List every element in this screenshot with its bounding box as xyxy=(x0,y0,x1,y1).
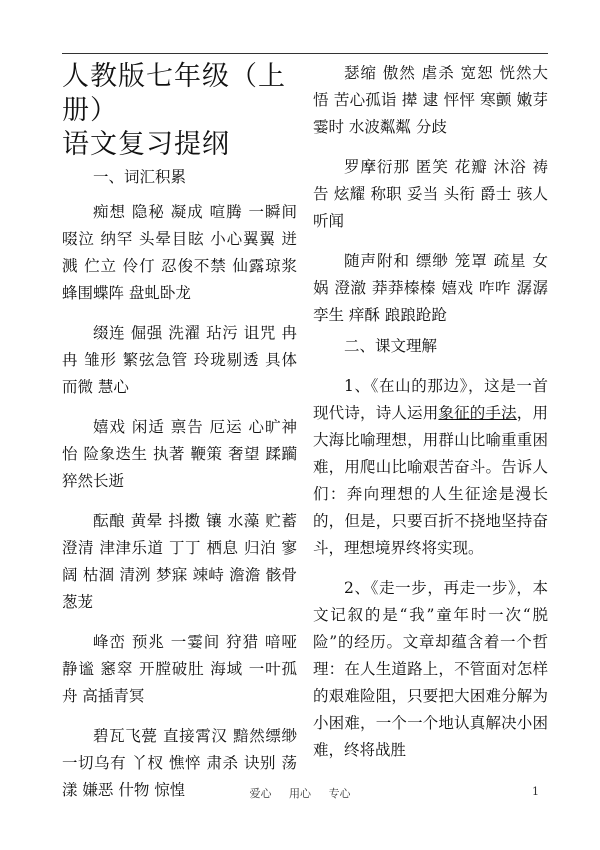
right-column xyxy=(313,60,548,764)
vocab-paragraph: 峰峦 预兆 一霎间 狩猎 喑哑 静谧 窸窣 开膛破肚 海域 一叶孤舟 高插青冥 xyxy=(62,633,297,705)
document-title-line-1: 人教版七年级（上册） xyxy=(62,61,286,126)
lesson-summary-text: 1、《在山的那边》，这是一首现代诗，诗人运用 xyxy=(313,377,548,422)
vocab-paragraph: 痴想 隐秘 凝成 喧腾 一瞬间 啜泣 纳罕 头晕目眩 小心翼翼 迸溅 伫立 伶仃 忍俊不禁 仙露琼浆 蜂围蝶阵 盘虬卧龙 xyxy=(62,203,297,302)
left-column xyxy=(62,60,297,804)
vocab-paragraph: 缀连 倔强 洗濯 玷污 诅咒 冉冉 雏形 繁弦急管 玲珑剔透 具体而微 慧心 xyxy=(62,324,297,396)
page-footer xyxy=(0,783,600,803)
lesson-summary-paragraph xyxy=(313,373,548,562)
vocab-paragraph: 瑟缩 傲然 虐杀 宽恕 恍然大悟 苦心孤诣 撵 逮 怦怦 寒颤 嫩芽 霎时 水波粼粼 分歧 xyxy=(313,64,548,136)
underlined-term: 象征的手法 xyxy=(438,404,517,422)
vocab-paragraph: 酝酿 黄晕 抖擞 镶 水藻 贮蓄 澄清 津津乐道 丁丁 栖息 归泊 寥阔 枯涸 清洌 梦寐 竦峙 澹澹 骸骨 葱茏 xyxy=(62,512,297,611)
vocab-paragraph: 嬉戏 闲适 禀告 厄运 心旷神怡 险象迭生 执著 鞭策 奢望 蹂躏 猝然长逝 xyxy=(62,418,297,490)
header-rule xyxy=(62,53,548,54)
vocab-paragraph: 罗摩衍那 匿笑 花瓣 沐浴 祷告 炫耀 称职 妥当 头衔 爵士 骇人听闻 xyxy=(313,158,548,230)
lesson-summary-text: ，用大海比喻理想，用群山比喻重重困难，用爬山比喻艰苦奋斗。告诉人们：奔向理想的人生征途是漫长的，但是，只要百折不挠地坚持奋斗，理想境界终将实现。 xyxy=(313,404,548,557)
footer-motto: 爱心 用心 专心 xyxy=(249,787,351,800)
lesson-summary-paragraph: 2、《走一步，再走一步》，本文记叙的是“我”童年时一次“脱险”的经历。文章却蕴含着一个哲理：在人生道路上，不管面对怎样的艰难险阻，只要把大困难分解为小困难，一个一个地认真解决小困难，终将战胜 xyxy=(313,579,548,759)
page-number: 1 xyxy=(532,785,539,798)
document-title-line-2: 语文复习提纲 xyxy=(62,129,230,160)
section-heading-vocabulary: 一、词汇积累 xyxy=(93,168,187,186)
vocab-paragraph: 随声附和 缥缈 笼罩 疏星 女娲 澄澈 莽莽榛榛 嬉戏 咋咋 潺潺 孪生 痒酥 踉踉跄跄 xyxy=(313,252,548,324)
vocab-paragraph: 碧瓦飞甍 直接霄汉 黯然缥缈 一切乌有 丫杈 憔悴 肃杀 诀别 荡漾 嫌恶 什物 惊惶 xyxy=(62,727,297,799)
section-heading-text-understanding: 二、课文理解 xyxy=(344,337,438,355)
